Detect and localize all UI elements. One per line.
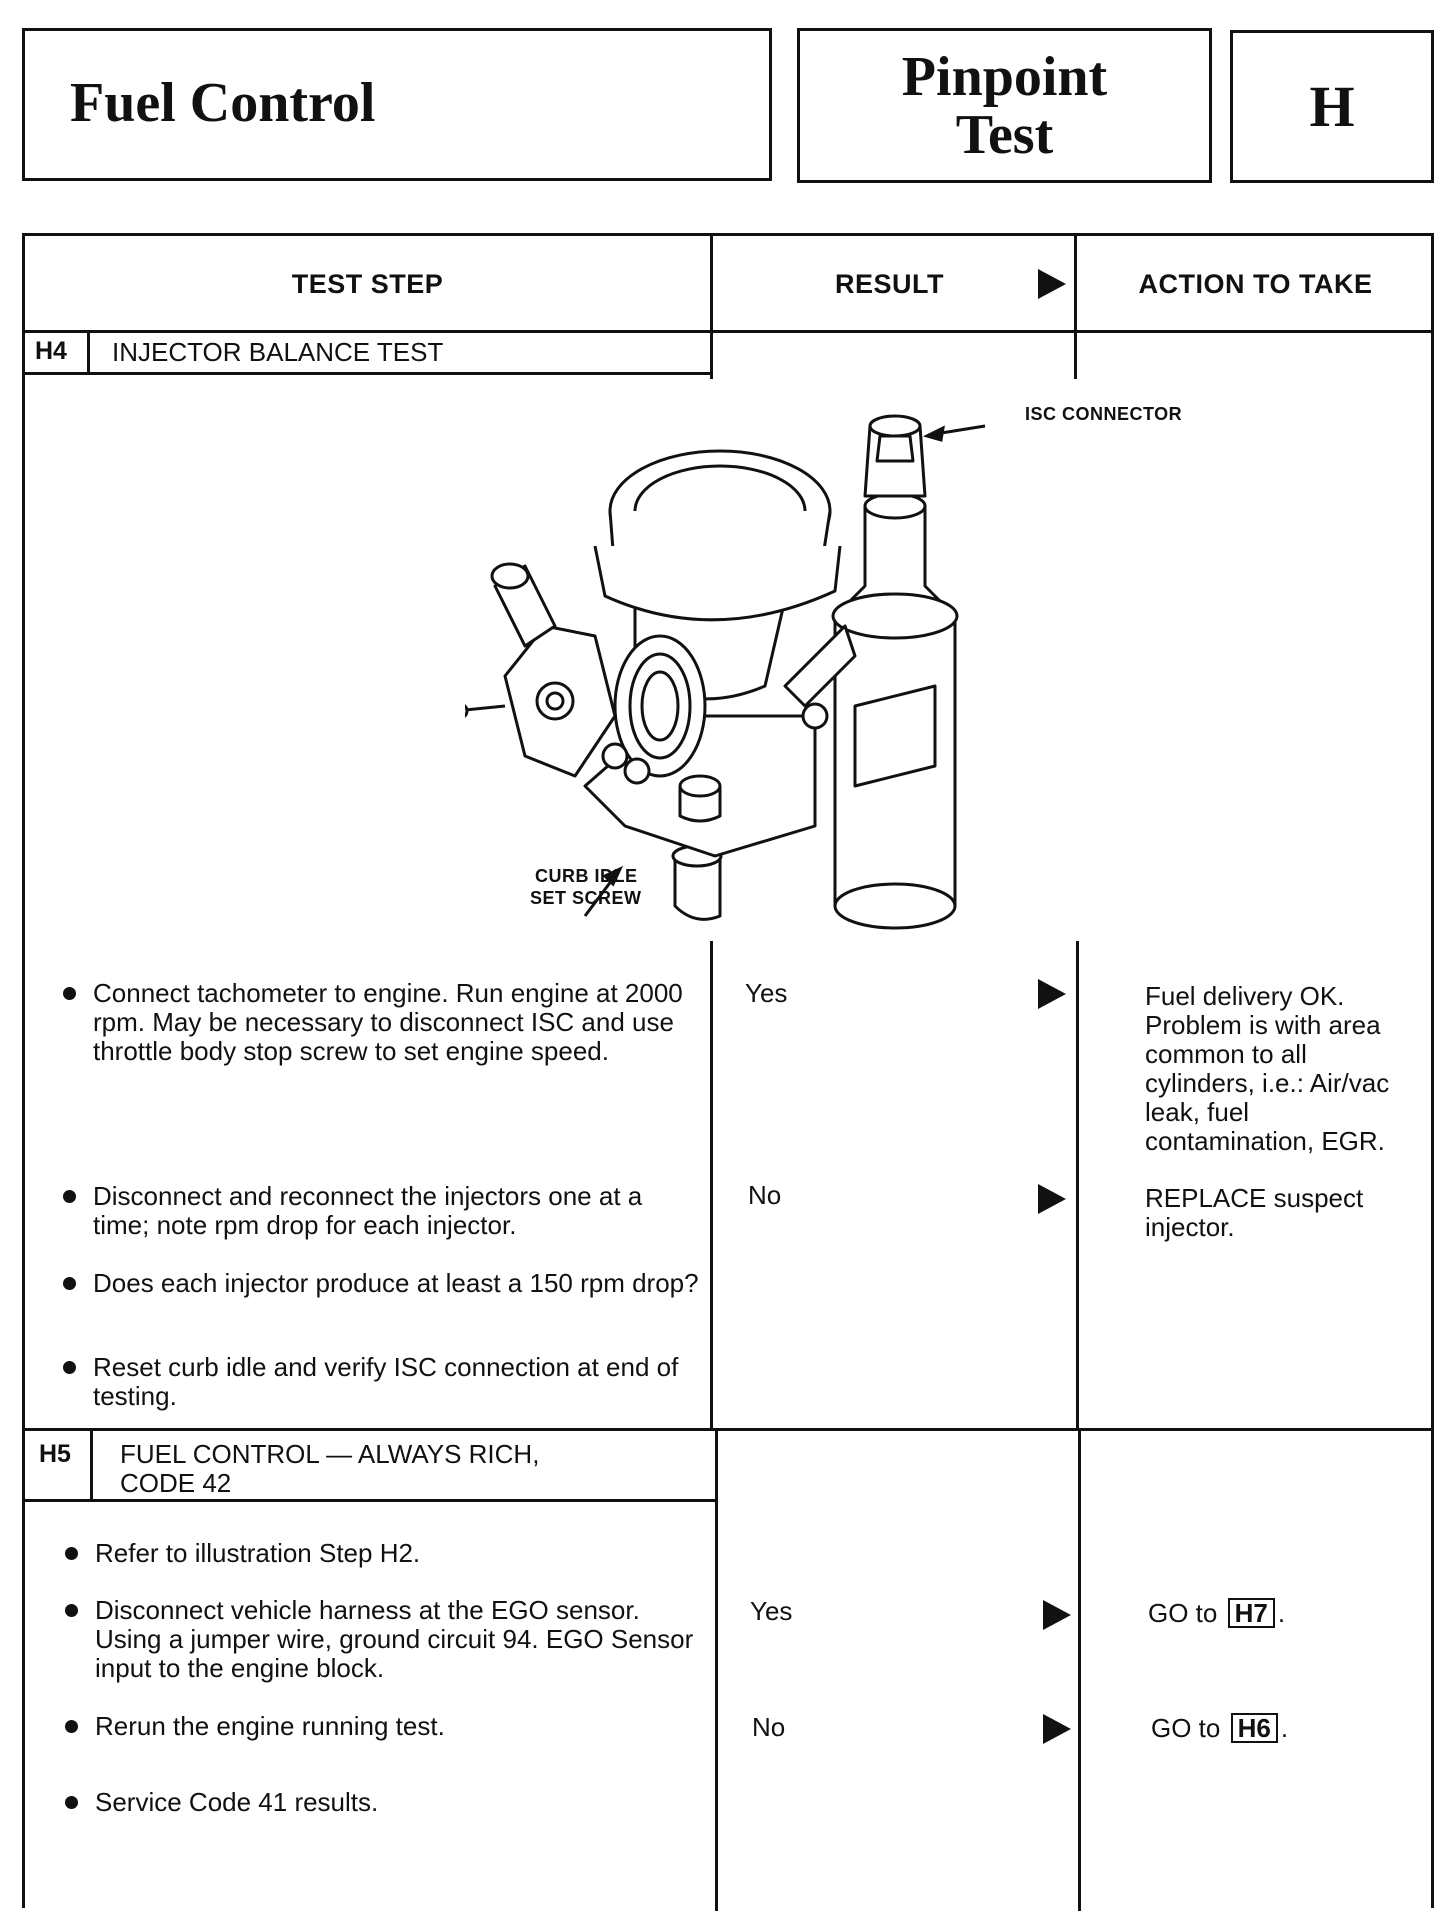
throttle-body-illustration <box>465 386 1025 946</box>
h5-step-2-text: Disconnect vehicle harness at the EGO sensor. Using a jumper wire, ground circuit 94. EGO Sensor input to the engine block. <box>95 1595 694 1683</box>
h4-step-4 <box>63 1353 703 1411</box>
h5-action-no-prefix: GO to <box>1151 1713 1221 1743</box>
h5-number: H5 <box>39 1440 71 1468</box>
bullet-icon <box>63 1361 76 1374</box>
h4-num-divider <box>87 330 90 375</box>
test-table <box>22 233 1434 1908</box>
curb-idle-label-2: SET SCREW <box>530 888 642 908</box>
h4-step-1-text: Connect tachometer to engine. Run engine at 2000 rpm. May be necessary to disconnect ISC and use throttle body stop screw to set engine speed. <box>93 978 683 1066</box>
bullet-icon <box>63 987 76 1000</box>
col-action: ACTION TO TAKE <box>1138 269 1373 299</box>
goto-h6-link[interactable]: H6 <box>1231 1713 1278 1743</box>
bullet-icon <box>65 1547 78 1560</box>
h5-step-3 <box>65 1712 705 1741</box>
h5-step-1 <box>65 1539 705 1568</box>
h4-title: INJECTOR BALANCE TEST <box>112 337 444 367</box>
h5-action-yes-prefix: GO to <box>1148 1598 1218 1628</box>
h5-yes-arrow-icon <box>1043 1600 1071 1630</box>
h4-step-4-text: Reset curb idle and verify ISC connection at end of testing. <box>93 1352 679 1411</box>
bullet-icon <box>63 1190 76 1203</box>
test-type-line1: Pinpoint <box>901 46 1108 108</box>
result-arrow-icon <box>1038 269 1066 299</box>
goto-h7-link[interactable]: H7 <box>1228 1598 1275 1628</box>
h4-action-no: REPLACE suspect injector. <box>1145 1183 1364 1242</box>
col-test-step: TEST STEP <box>291 269 444 299</box>
bullet-icon <box>65 1604 78 1617</box>
h4-result-no: No <box>748 1180 782 1210</box>
bullet-icon <box>65 1720 78 1733</box>
col-divider-2-header <box>1074 236 1077 379</box>
col-divider-2-h5 <box>1078 1428 1081 1911</box>
h5-title-line1: FUEL CONTROL — ALWAYS RICH, <box>120 1439 540 1469</box>
h5-action-no-suffix: . <box>1280 1713 1289 1743</box>
h5-action-yes-suffix: . <box>1277 1598 1286 1628</box>
h4-step-3 <box>63 1269 703 1298</box>
test-type-line2: Test <box>955 104 1054 166</box>
col-divider-2-h4 <box>1076 941 1079 1428</box>
h4-no-arrow-icon <box>1038 1184 1066 1214</box>
h5-title-line2: CODE 42 <box>120 1468 232 1498</box>
h4-number: H4 <box>35 337 67 365</box>
bullet-icon <box>65 1796 78 1809</box>
isc-connector-label: ISC CONNECTOR <box>1025 404 1183 424</box>
curb-idle-label-1: CURB IDLE <box>535 866 638 886</box>
h4-step-3-text: Does each injector produce at least a 150 rpm drop? <box>93 1268 699 1298</box>
h5-step-4-text: Service Code 41 results. <box>95 1787 379 1817</box>
h5-step-1-text: Refer to illustration Step H2. <box>95 1538 421 1568</box>
h5-action-yes <box>1148 1598 1285 1628</box>
col-result: RESULT <box>835 269 944 299</box>
section-title-box <box>22 28 772 181</box>
h4-action-yes: Fuel delivery OK. Problem is with area common to all cylinders, i.e.: Air/vac leak, fuel contamination, EGR. <box>1145 981 1390 1156</box>
h5-result-no: No <box>752 1712 786 1742</box>
h5-step-4 <box>65 1788 705 1817</box>
test-type-box <box>797 28 1212 183</box>
h5-no-arrow-icon <box>1043 1714 1071 1744</box>
bullet-icon <box>63 1277 76 1290</box>
col-divider-1-h5 <box>715 1428 718 1911</box>
h5-action-no <box>1151 1713 1288 1743</box>
section-title: Fuel Control <box>70 72 376 134</box>
test-letter-box <box>1230 30 1434 183</box>
h4-step-2-text: Disconnect and reconnect the injectors one at a time; note rpm drop for each injector. <box>93 1181 643 1240</box>
col-divider-1-h4 <box>710 941 713 1428</box>
h5-step-3-text: Rerun the engine running test. <box>95 1711 445 1741</box>
h4-step-1 <box>63 979 703 1066</box>
h5-num-divider <box>90 1428 93 1502</box>
h4-result-yes: Yes <box>745 978 788 1008</box>
h5-step-2 <box>65 1596 705 1683</box>
h4-step-2 <box>63 1182 703 1240</box>
h4-yes-arrow-icon <box>1038 979 1066 1009</box>
h5-result-yes: Yes <box>750 1596 793 1626</box>
test-letter: H <box>1309 74 1355 139</box>
